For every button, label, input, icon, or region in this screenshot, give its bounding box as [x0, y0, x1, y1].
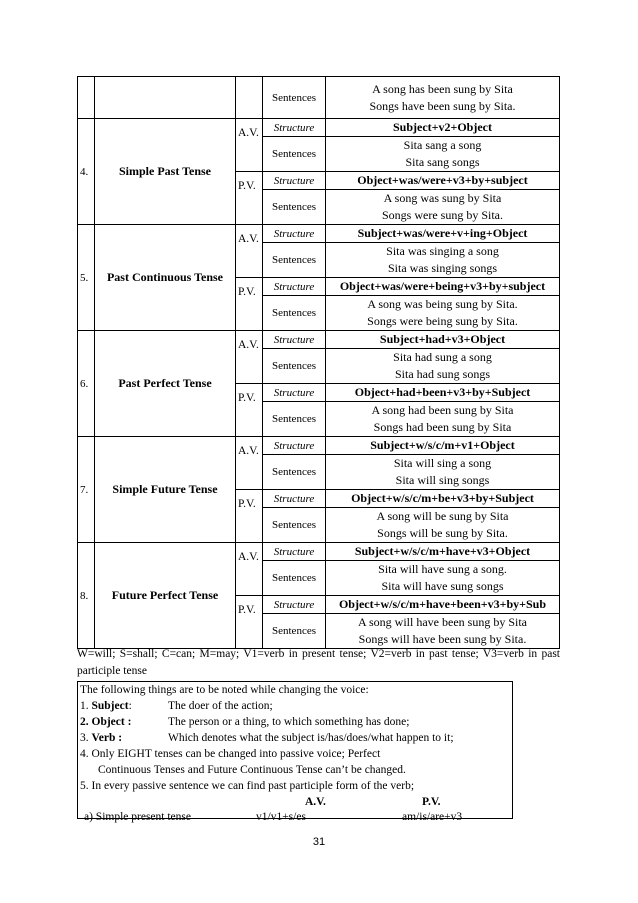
sentence-line: A song had been sung by Sita: [371, 403, 514, 417]
structure-label: Structure: [263, 225, 326, 243]
sentence-line: Songs have been sung by Sita.: [369, 98, 516, 113]
sentences-label: Sentences: [263, 508, 326, 543]
example-tense-label: a) Simple present tense: [84, 811, 191, 823]
structure-label: Structure: [263, 172, 326, 190]
sentences-label: Sentences: [263, 561, 326, 596]
active-voice-label: A.V.: [236, 543, 263, 596]
tense-name: Past Continuous Tense: [95, 225, 236, 331]
table-row: [78, 437, 560, 455]
sentences-label: Sentences: [263, 243, 326, 278]
sentence-line: Sita will have sung a song.: [378, 562, 507, 576]
sentences-cell: [326, 455, 560, 490]
note-item-verb: [80, 730, 122, 746]
passive-voice-label: P.V.: [236, 490, 263, 543]
structure-label: Structure: [263, 596, 326, 614]
tense-name: Future Perfect Tense: [95, 543, 236, 649]
structure-label: Structure: [263, 490, 326, 508]
note-item-4: 4. Only EIGHT tenses can be changed into passive voice; Perfect: [80, 748, 381, 760]
sentence-line: Sita will sing songs: [395, 473, 490, 487]
notes-intro: The following things are to be noted while changing the voice:: [80, 684, 369, 696]
sentences-label: Sentences: [263, 137, 326, 172]
sentence-line: Songs were being sung by Sita.: [367, 314, 518, 328]
tense-number-cell: [78, 77, 95, 119]
note-number: 1.: [80, 700, 89, 712]
note-item-subject: [80, 698, 132, 714]
note-term: Subject: [91, 700, 129, 712]
sentences-cell: [326, 243, 560, 278]
passive-voice-heading: P.V.: [422, 796, 441, 808]
sentence-line: Sita will sing a song: [393, 456, 492, 470]
sentence-line: A song has been sung by Sita: [372, 81, 513, 96]
tense-number: 6.: [78, 331, 95, 437]
sentence-line: A song will be sung by Sita: [376, 509, 509, 523]
structure-label: Structure: [263, 437, 326, 455]
note-separator: :: [128, 700, 132, 712]
sentences-label: Sentences: [263, 402, 326, 437]
active-voice-label: A.V.: [236, 119, 263, 172]
sentences-cell: [326, 614, 560, 649]
note-item-object: [80, 714, 131, 730]
sentence-line: A song will have been sung by Sita: [358, 615, 527, 629]
tense-name: Past Perfect Tense: [95, 331, 236, 437]
sentence-line: Sita will have sung songs: [381, 579, 504, 593]
note-item-4-continued: Continuous Tenses and Future Continuous Tense can’t be changed.: [98, 764, 406, 776]
sentence-line: Songs had been sung by Sita: [373, 420, 512, 434]
table-row: [78, 331, 560, 349]
tense-name: Simple Past Tense: [95, 119, 236, 225]
example-passive-form: am/is/are+v3: [402, 811, 463, 823]
structure-label: Structure: [263, 384, 326, 402]
tense-number: 4.: [78, 119, 95, 225]
structure-formula: Subject+w/s/c/m+have+v3+Object: [326, 543, 560, 561]
table-row: [78, 543, 560, 561]
active-voice-label: A.V.: [236, 225, 263, 278]
sentence-line: A song was sung by Sita: [383, 191, 502, 205]
structure-formula: Subject+had+v3+Object: [326, 331, 560, 349]
passive-voice-label: P.V.: [236, 596, 263, 649]
note-definition: The person or a thing, to which something has done;: [168, 716, 410, 728]
notes-box: [77, 681, 513, 823]
table-row: [78, 77, 560, 119]
note-definition: Which denotes what the subject is/has/does/what happen to it;: [168, 732, 454, 744]
sentences-cell: [326, 77, 560, 119]
tense-table: [77, 76, 560, 649]
sentences-cell: [326, 349, 560, 384]
tense-number: 5.: [78, 225, 95, 331]
structure-formula: Subject+v2+Object: [326, 119, 560, 137]
tense-number: 8.: [78, 543, 95, 649]
structure-formula: Object+w/s/c/m+be+v3+by+Subject: [326, 490, 560, 508]
note-term: Object :: [91, 716, 132, 728]
active-voice-label: A.V.: [236, 437, 263, 490]
passive-voice-label: P.V.: [236, 172, 263, 225]
sentence-line: Sita was singing a song: [386, 244, 499, 258]
sentence-line: Songs will have been sung by Sita.: [358, 632, 527, 646]
note-number: 3.: [80, 732, 89, 744]
sentences-label: Sentences: [263, 614, 326, 649]
sentences-label: Sentences: [263, 455, 326, 490]
structure-label: Structure: [263, 543, 326, 561]
page-number: 31: [312, 836, 326, 848]
structure-formula: Subject+w/s/c/m+v1+Object: [326, 437, 560, 455]
structure-label: Structure: [263, 278, 326, 296]
structure-formula: Object+had+been+v3+by+Subject: [326, 384, 560, 402]
sentence-line: Sita sang songs: [405, 155, 480, 169]
sentence-line: Sita had sung songs: [394, 367, 490, 381]
passive-voice-label: P.V.: [236, 278, 263, 331]
sentence-line: Sita sang a song: [403, 138, 482, 152]
passive-voice-label: P.V.: [236, 384, 263, 437]
sentences-cell: [326, 561, 560, 596]
sentences-cell: [326, 402, 560, 437]
sentences-cell: [326, 296, 560, 331]
sentences-label: Sentences: [263, 77, 326, 119]
structure-formula: Object+was/were+being+v3+by+subject: [326, 278, 560, 296]
note-number: 2.: [80, 716, 89, 728]
abbreviation-legend: W=will; S=shall; C=can; M=may; V1=verb in present tense; V2=verb in past tense; V3=verb in past participle tense: [77, 648, 560, 677]
note-definition: The doer of the action;: [168, 700, 273, 712]
sentence-line: Sita had sung a song: [393, 350, 492, 364]
active-voice-heading: A.V.: [305, 796, 326, 808]
table-row: [78, 119, 560, 137]
table-row: [78, 225, 560, 243]
note-term: Verb :: [91, 732, 123, 744]
sentences-cell: [326, 137, 560, 172]
structure-formula: Object+w/s/c/m+have+been+v3+by+Sub: [326, 596, 560, 614]
sentences-cell: [326, 508, 560, 543]
sentences-label: Sentences: [263, 296, 326, 331]
sentence-line: Sita was singing songs: [387, 261, 497, 275]
structure-formula: Object+was/were+v3+by+subject: [326, 172, 560, 190]
sentences-label: Sentences: [263, 190, 326, 225]
structure-label: Structure: [263, 331, 326, 349]
active-voice-label: A.V.: [236, 331, 263, 384]
sentence-line: Songs will be sung by Sita.: [377, 526, 508, 540]
sentences-cell: [326, 190, 560, 225]
sentences-label: Sentences: [263, 349, 326, 384]
note-item-5: 5. In every passive sentence we can find past participle form of the verb;: [80, 780, 415, 792]
sentence-line: Songs were sung by Sita.: [382, 208, 503, 222]
tense-number: 7.: [78, 437, 95, 543]
structure-formula: Subject+was/were+v+ing+Object: [326, 225, 560, 243]
tense-name: Simple Future Tense: [95, 437, 236, 543]
structure-label: Structure: [263, 119, 326, 137]
voice-cell: [236, 77, 263, 119]
sentence-line: A song was being sung by Sita.: [367, 297, 518, 311]
tense-name-cell: [95, 77, 236, 119]
example-active-form: v1/v1+s/es: [256, 811, 306, 823]
